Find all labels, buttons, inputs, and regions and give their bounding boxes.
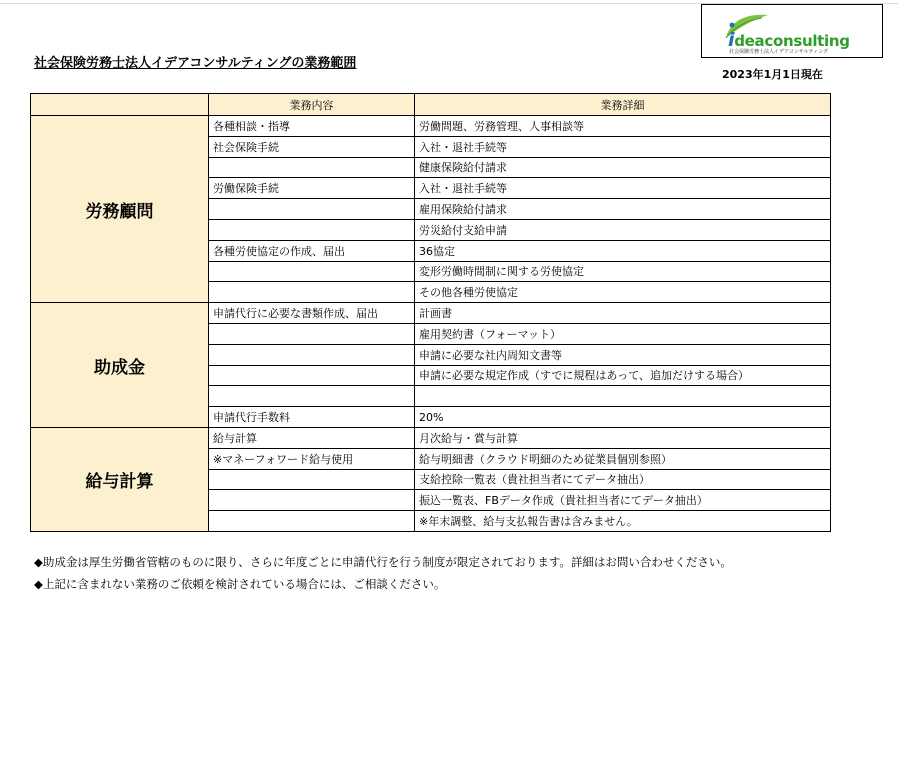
service-item-cell: 社会保険手続 <box>209 136 415 157</box>
service-item-cell <box>209 157 415 178</box>
service-item-cell <box>209 511 415 532</box>
service-detail-cell: 変形労働時間制に関する労使協定 <box>415 261 831 282</box>
service-item-cell: 労働保険手続 <box>209 178 415 199</box>
service-detail-cell: 月次給与・賞与計算 <box>415 427 831 448</box>
service-item-cell <box>209 323 415 344</box>
service-item-cell: 各種労使協定の作成、届出 <box>209 240 415 261</box>
table-row <box>31 303 831 324</box>
service-detail-cell: 支給控除一覧表（貴社担当者にてデータ抽出） <box>415 469 831 490</box>
category-cell: 給与計算 <box>31 427 209 531</box>
service-detail-cell <box>415 386 831 407</box>
service-detail-cell: 振込一覧表、FBデータ作成（貴社担当者にてデータ抽出） <box>415 490 831 511</box>
service-item-cell <box>209 365 415 386</box>
as-of-date: 2023年1月1日現在 <box>722 68 823 81</box>
service-item-cell: 申請代行に必要な書類作成、届出 <box>209 303 415 324</box>
service-item-cell <box>209 490 415 511</box>
header-service-content: 業務内容 <box>209 94 415 116</box>
header-service-detail: 業務詳細 <box>415 94 831 116</box>
service-item-cell <box>209 469 415 490</box>
category-cell: 労務顧問 <box>31 116 209 303</box>
service-detail-cell: 申請に必要な社内周知文書等 <box>415 344 831 365</box>
logo-wordmark: ideaconsulting <box>728 29 850 51</box>
service-detail-cell: ※年末調整、給与支払報告書は含みません。 <box>415 511 831 532</box>
service-item-cell: 給与計算 <box>209 427 415 448</box>
header-blank <box>31 94 209 116</box>
service-item-cell: 各種相談・指導 <box>209 116 415 137</box>
table-row <box>31 116 831 137</box>
service-detail-cell: 36協定 <box>415 240 831 261</box>
service-detail-cell: 入社・退社手続等 <box>415 136 831 157</box>
service-detail-cell: その他各種労使協定 <box>415 282 831 303</box>
service-item-cell: ※マネーフォワード給与使用 <box>209 448 415 469</box>
service-item-cell <box>209 386 415 407</box>
service-item-cell <box>209 199 415 220</box>
logo-subtext: 社会保険労務士法人イデアコンサルティング <box>729 49 829 55</box>
service-detail-cell: 入社・退社手続等 <box>415 178 831 199</box>
service-item-cell <box>209 219 415 240</box>
service-detail-cell: 雇用契約書（フォーマット） <box>415 323 831 344</box>
category-cell: 助成金 <box>31 303 209 428</box>
table-row <box>31 427 831 448</box>
service-detail-cell: 労働問題、労務管理、人事相談等 <box>415 116 831 137</box>
note-other-services: ◆上記に含まれない業務のご依頼を検討されている場合には、ご相談ください。 <box>34 577 446 591</box>
company-logo <box>701 4 883 58</box>
table-header-row <box>31 94 831 116</box>
service-detail-cell: 計画書 <box>415 303 831 324</box>
page-title: 社会保険労務士法人イデアコンサルティングの業務範囲 <box>34 56 357 71</box>
service-detail-cell: 労災給付支給申請 <box>415 219 831 240</box>
service-item-cell: 申請代行手数料 <box>209 407 415 428</box>
service-item-cell <box>209 261 415 282</box>
note-subsidy: ◆助成金は厚生労働省管轄のものに限り、さらに年度ごとに申請代行を行う制度が限定されております。詳細はお問い合わせください。 <box>34 555 732 569</box>
service-detail-cell: 20% <box>415 407 831 428</box>
service-detail-cell: 申請に必要な規定作成（すでに規程はあって、追加だけする場合） <box>415 365 831 386</box>
service-scope-table <box>30 93 831 532</box>
service-item-cell <box>209 282 415 303</box>
service-item-cell <box>209 344 415 365</box>
notes <box>34 555 732 599</box>
service-detail-cell: 健康保険給付請求 <box>415 157 831 178</box>
service-detail-cell: 雇用保険給付請求 <box>415 199 831 220</box>
service-detail-cell: 給与明細書（クラウド明細のため従業員個別参照） <box>415 448 831 469</box>
